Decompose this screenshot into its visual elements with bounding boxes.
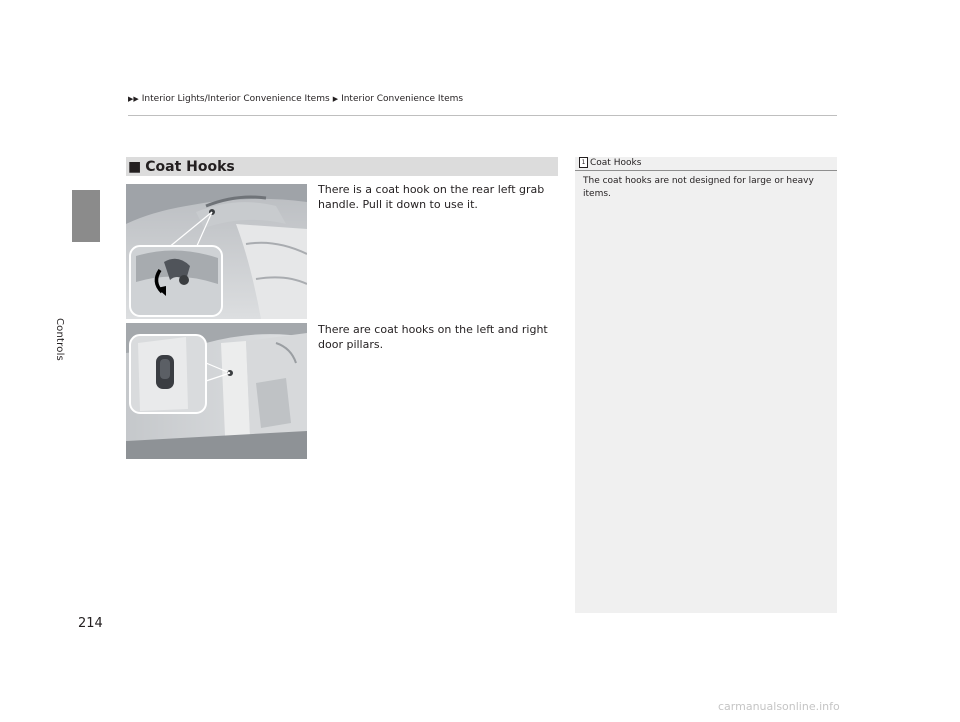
- breadcrumb-level1[interactable]: Interior Lights/Interior Convenience Items: [141, 94, 330, 104]
- page-number: 214: [78, 616, 103, 631]
- section-square-icon: ■: [128, 158, 142, 175]
- note-divider: [575, 170, 837, 171]
- door-pillar-coat-hook-illustration: [126, 323, 307, 459]
- grab-handle-coat-hook-illustration: [126, 184, 307, 319]
- note-title: Coat Hooks: [590, 157, 642, 168]
- chapter-side-tab: [72, 190, 100, 242]
- section-header: [126, 157, 558, 176]
- breadcrumb-arrow-icon: ▶: [332, 95, 339, 103]
- grab-handle-description: There is a coat hook on the rear left grab handle. Pull it down to use it.: [318, 183, 545, 211]
- breadcrumb-arrows-icon: ▶▶: [128, 95, 139, 103]
- header-divider: [128, 115, 837, 116]
- chapter-label: Controls: [54, 318, 65, 361]
- note-text: The coat hooks are not designed for large or heavy items.: [583, 176, 814, 199]
- note-header: [579, 157, 641, 168]
- section-title: Coat Hooks: [145, 158, 235, 175]
- side-note-panel: [575, 157, 837, 613]
- breadcrumb: [128, 94, 463, 104]
- watermark: carmanualsonline.info: [718, 700, 840, 713]
- note-reference-icon: 1: [579, 157, 588, 168]
- door-pillar-description: There are coat hooks on the left and right door pillars.: [318, 323, 548, 351]
- breadcrumb-level2[interactable]: Interior Convenience Items: [341, 94, 464, 104]
